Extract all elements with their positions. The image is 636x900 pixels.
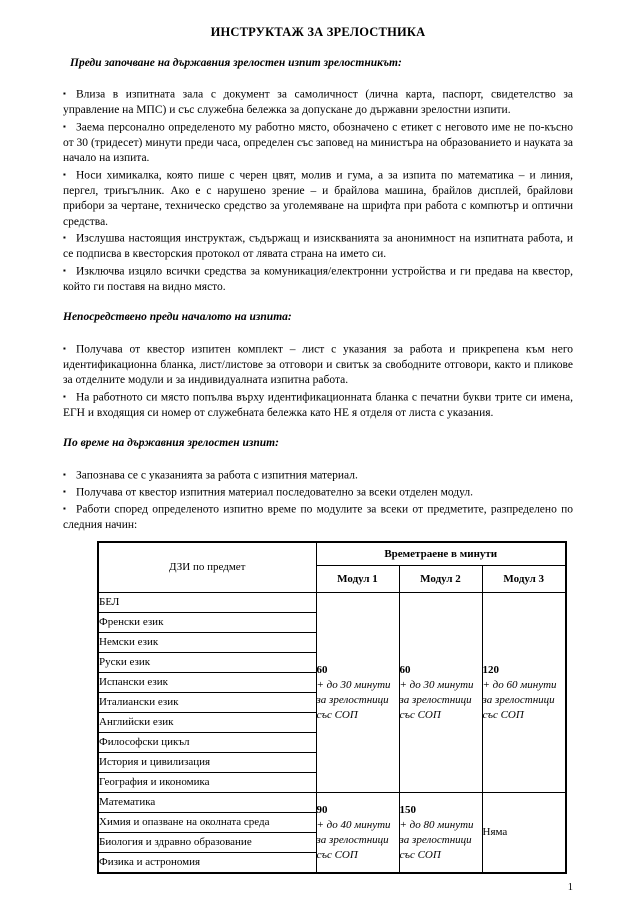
duration-minutes: 60: [399, 663, 411, 676]
bullet-text: Заема персонално определеното му работно място, обозначено с етикет с неговото име не по-късно от 30 (тридесет) минути преди часа, определен със заповед на министъра на образованието и науката за начало на изпита.: [63, 121, 573, 164]
bullet-text: Запознава се с указанията за работа с изпитния материал.: [76, 469, 358, 481]
duration-cell-module-1: [316, 793, 399, 874]
bullet-text: Изслушва настоящия инструктаж, съдържащ и изискванията за анонимност на изпитната работа, и се подписва в квесторския протокол от лявата страна на името си.: [63, 232, 573, 260]
square-bullet-icon: ▪: [63, 169, 66, 179]
bullet-item: [63, 167, 573, 231]
subject-cell: Физика и астрономия: [98, 853, 316, 874]
table-row: [98, 593, 566, 613]
subject-cell: География и икономика: [98, 773, 316, 793]
sop-note: + до 40 минути за зрелостници със СОП: [316, 818, 391, 861]
duration-cell-module-3: [482, 593, 566, 793]
subject-cell: Френски език: [98, 613, 316, 633]
duration-minutes: 120: [482, 663, 499, 676]
header-cell-module-2: Модул 2: [399, 566, 482, 593]
section-during-exam: [63, 436, 573, 533]
bullet-item: [63, 484, 573, 501]
sop-note: + до 80 минути за зрелостници със СОП: [399, 818, 474, 861]
square-bullet-icon: ▪: [63, 89, 66, 98]
square-bullet-icon: ▪: [63, 343, 66, 353]
bullet-text: Влиза в изпитната зала с документ за самоличност (лична карта, паспорт, свидетелство за управление на МПС) и със служебна бележка за допускане до държавни зрелостни изпити.: [63, 88, 573, 116]
subject-cell: Математика: [98, 793, 316, 813]
bullet-text: Носи химикалка, която пише с черен цвят, молив и гума, а за изпита по математика – и линия, пергел, триъгълник. Ако е с нарушено зрение – и брайлова машина, брайлов дисплей, брайлови прибори за чертане, техническо средство за уголемяване на шрифта при работа с компютър и оптични средства.: [63, 169, 573, 228]
subject-cell: Биология и здравно образование: [98, 833, 316, 853]
header-cell-module-3: Модул 3: [482, 566, 566, 593]
sop-note: + до 60 минути за зрелостници със СОП: [482, 678, 557, 721]
bullet-item: [63, 467, 573, 484]
header-cell-module-1: Модул 1: [316, 566, 399, 593]
duration-cell-module-1: [316, 593, 399, 793]
bullet-item: [63, 230, 573, 263]
square-bullet-icon: ▪: [63, 469, 66, 479]
page-title: ИНСТРУКТАЖ ЗА ЗРЕЛОСТНИКА: [210, 25, 426, 39]
bullet-item: [63, 389, 573, 422]
square-bullet-icon: ▪: [63, 121, 66, 131]
duration-minutes: 90: [316, 803, 328, 816]
bullet-text: На работното си място попълва върху идентификационната бланка с печатни букви трите си имена, ЕГН и входящия си номер от служебната бележка като НЕ я отделя от листа с указания.: [63, 391, 573, 419]
header-cell-duration: Времетраене в минути: [316, 542, 566, 566]
duration-minutes: 60: [316, 663, 328, 676]
sop-note: + до 30 минути за зрелостници със СОП: [399, 678, 474, 721]
square-bullet-icon: ▪: [63, 486, 66, 496]
header-cell-subject: ДЗИ по предмет: [98, 542, 316, 593]
table-row: [98, 793, 566, 813]
subject-cell: Италиански език: [98, 693, 316, 713]
subject-cell: Английски език: [98, 713, 316, 733]
subject-cell: Химия и опазване на околната среда: [98, 813, 316, 833]
bullet-text: Изключва изцяло всички средства за комуникация/електронни устройства и ги предава на квестор, който ги поставя на видно място.: [63, 265, 573, 293]
bullet-text: Работи според определеното изпитно време по модулите за всеки от предметите, разпределено по следния начин:: [63, 503, 573, 531]
section-heading: По време на държавния зрелостен изпит:: [63, 437, 279, 449]
subject-cell: История и цивилизация: [98, 753, 316, 773]
subject-cell: Испански език: [98, 673, 316, 693]
page-number: 1: [567, 882, 573, 893]
section-before-exam: [63, 56, 573, 296]
bullet-item: [63, 341, 573, 389]
square-bullet-icon: ▪: [63, 233, 66, 242]
exam-duration-table: [97, 541, 567, 874]
duration-cell-module-2: [399, 593, 482, 793]
bullet-text: Получава от квестор изпитен комплект – лист с указания за работа и прикрепена към него идентификационна бланка, лист/листове за отговори и свитък за свободните отговори, както и пликове за отделните модули и за индивидуалната изпитна работа.: [63, 343, 573, 386]
duration-cell-module-3-none: Няма: [482, 793, 566, 874]
table-header-row-1: [98, 542, 566, 566]
subject-cell: Руски език: [98, 653, 316, 673]
section-immediately-before: [63, 310, 573, 421]
subject-cell: Немски език: [98, 633, 316, 653]
bullet-item: [63, 86, 573, 119]
square-bullet-icon: ▪: [63, 265, 66, 275]
square-bullet-icon: ▪: [63, 391, 66, 401]
subject-cell: БЕЛ: [98, 593, 316, 613]
duration-cell-module-2: [399, 793, 482, 874]
bullet-text: Получава от квестор изпитния материал последователно за всеки отделен модул.: [76, 486, 473, 498]
section-heading: Непосредствено преди началото на изпита:: [63, 311, 292, 323]
bullet-item: [63, 263, 573, 296]
bullet-item: [63, 119, 573, 167]
sop-note: + до 30 минути за зрелостници със СОП: [316, 678, 391, 721]
section-heading: Преди започване на държавния зрелостен изпит зрелостникът:: [70, 56, 402, 69]
square-bullet-icon: ▪: [63, 503, 66, 513]
duration-minutes: 150: [399, 803, 416, 816]
bullet-item: [63, 501, 573, 534]
subject-cell: Философски цикъл: [98, 733, 316, 753]
